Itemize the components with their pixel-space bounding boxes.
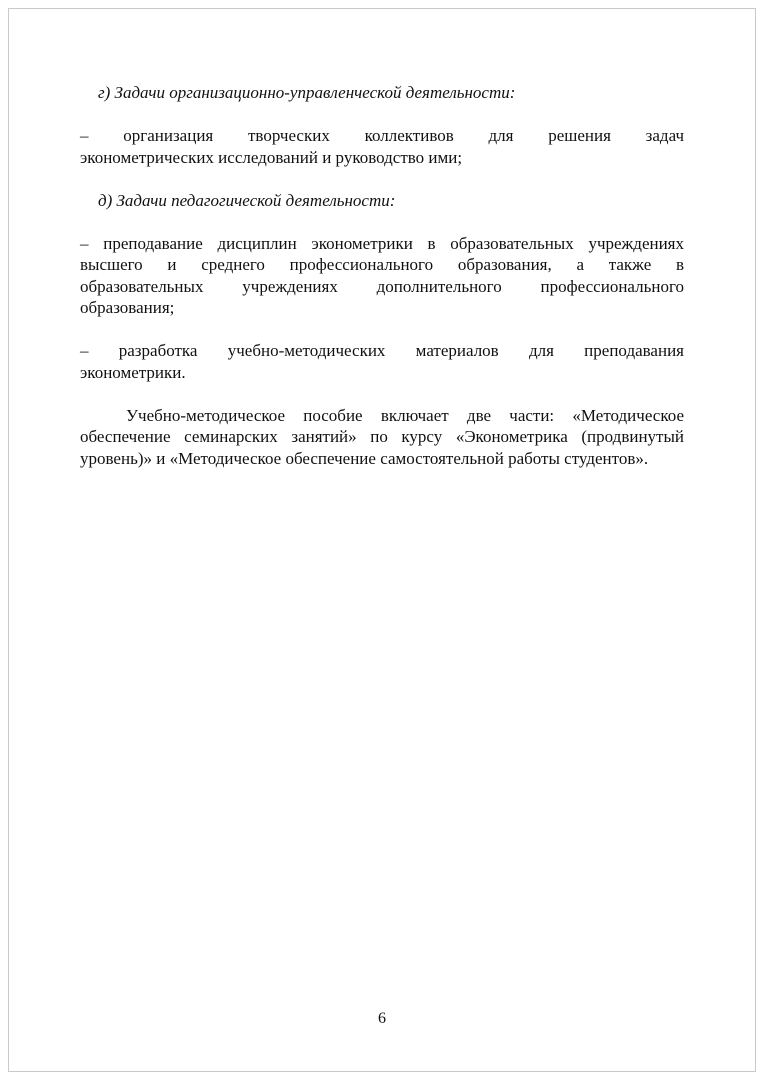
paragraph-teaching xyxy=(80,233,684,319)
paragraph-line: высшего и среднего профессионального образования, а также в xyxy=(80,255,684,274)
paragraph-development xyxy=(80,340,684,383)
paragraph-line: уровень)» и «Методическое обеспечение самостоятельной работы студентов». xyxy=(80,448,649,468)
paragraph-line: образовательных учреждениях дополнительного профессионального xyxy=(80,276,684,296)
paragraph-line: – преподавание дисциплин эконометрики в образовательных учреждениях xyxy=(80,233,684,253)
paragraph-line: эконометрических исследований и руководство ими; xyxy=(80,147,463,167)
page-number: 6 xyxy=(378,1010,386,1027)
paragraph-line: – разработка учебно-методических материалов для преподавания xyxy=(80,341,684,360)
paragraph-line: – организация творческих коллективов для решения задач xyxy=(80,126,684,145)
section-heading-g: г) Задачи организационно-управленческой деятельности: xyxy=(98,83,516,102)
paragraph-line: эконометрики. xyxy=(80,362,186,382)
paragraph-organization xyxy=(80,125,684,168)
paragraph-line: обеспечение семинарских занятий» по курсу «Эконометрика (продвинутый xyxy=(80,427,684,446)
paragraph-manual xyxy=(80,405,684,470)
paragraph-line: Учебно-методическое пособие включает две части: «Методическое xyxy=(126,405,684,425)
paragraph-line: образования; xyxy=(80,298,175,317)
page-content xyxy=(80,82,684,491)
section-heading-d: д) Задачи педагогической деятельности: xyxy=(98,190,396,210)
